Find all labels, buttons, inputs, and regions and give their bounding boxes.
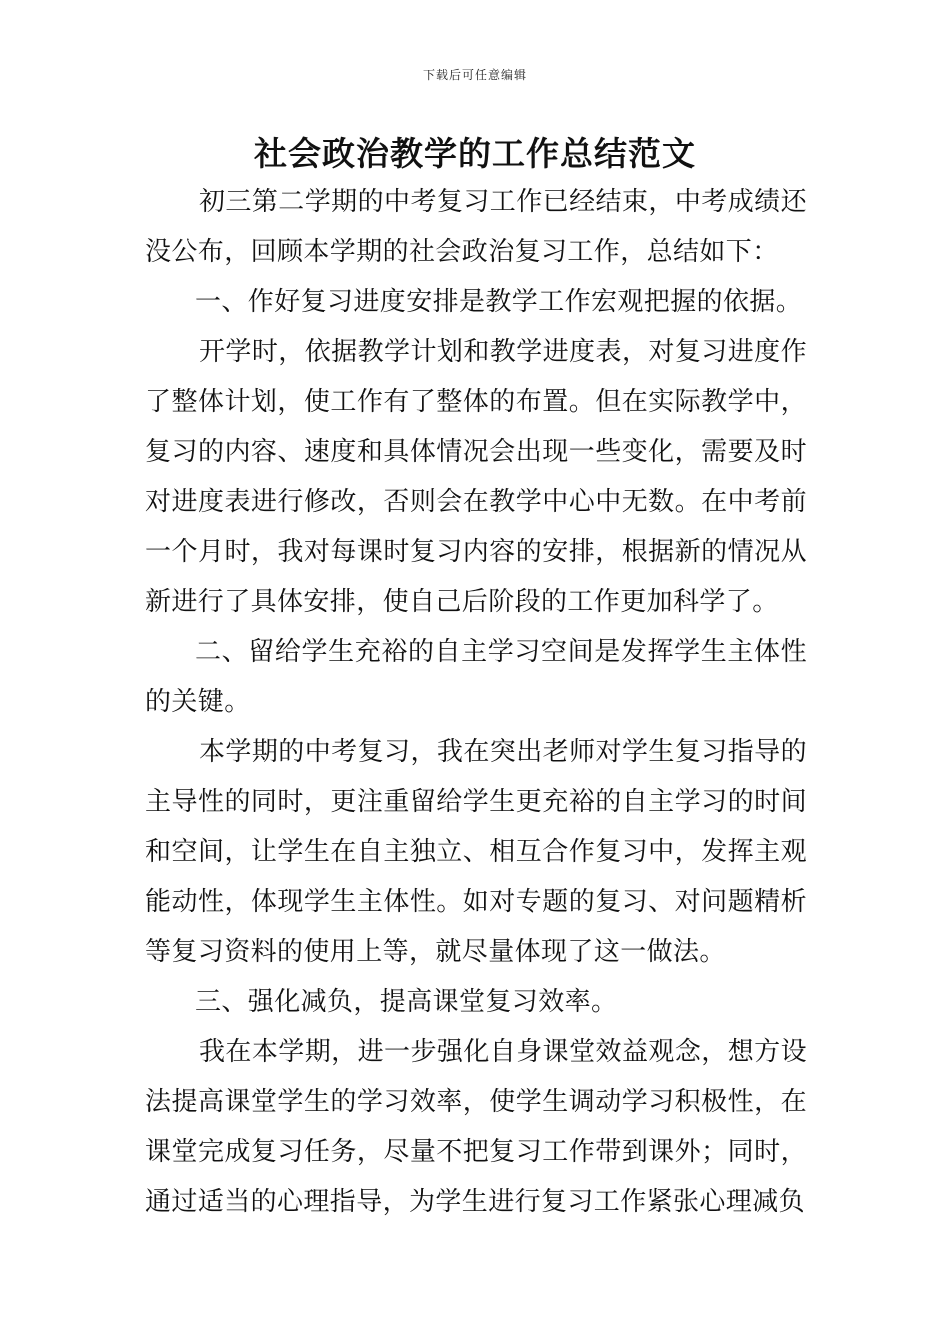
paragraph-section-1: 开学时，依据教学计划和教学进度表，对复习进度作了整体计划，使工作有了整体的布置。但在实际教学中，复习的内容、速度和具体情况会出现一些变化，需要及时对进度表进行修改，否则会在教学中心中无数。在中考前一个月时，我对每课时复习内容的安排，根据新的情况从新进行了具体安排，使自己后阶段的工作更加科学了。 [145, 337, 807, 617]
document-title: 社会政治教学的工作总结范文 [254, 134, 696, 173]
header-note: 下载后可任意编辑 [422, 68, 527, 82]
section-heading-3: 三、强化减负，提高课堂复习效率。 [195, 987, 618, 1017]
paragraph-section-2: 本学期的中考复习，我在突出老师对学生复习指导的主导性的同时，更注重留给学生更充裕的自主学习的时间和空间，让学生在自主独立、相互合作复习中，发挥主观能动性，体现学生主体性。如对专题的复习、对问题精析等复习资料的使用上等，就尽量体现了这一做法。 [145, 737, 807, 967]
paragraph-section-3: 我在本学期，进一步强化自身课堂效益观念，想方设法提高课堂学生的学习效率，使学生调动学习积极性，在课堂完成复习任务，尽量不把复习工作带到课外；同时，通过适当的心理指导，为学生进行复习工作紧张心理减负 [145, 1037, 807, 1217]
section-heading-1: 一、作好复习进度安排是教学工作宏观把握的依据。 [195, 287, 803, 317]
section-heading-2: 二、留给学生充裕的自主学习空间是发挥学生主体性的关键。 [145, 637, 807, 717]
document-body [145, 177, 807, 1227]
paragraph-intro: 初三第二学期的中考复习工作已经结束，中考成绩还没公布，回顾本学期的社会政治复习工作，总结如下： [145, 187, 807, 267]
